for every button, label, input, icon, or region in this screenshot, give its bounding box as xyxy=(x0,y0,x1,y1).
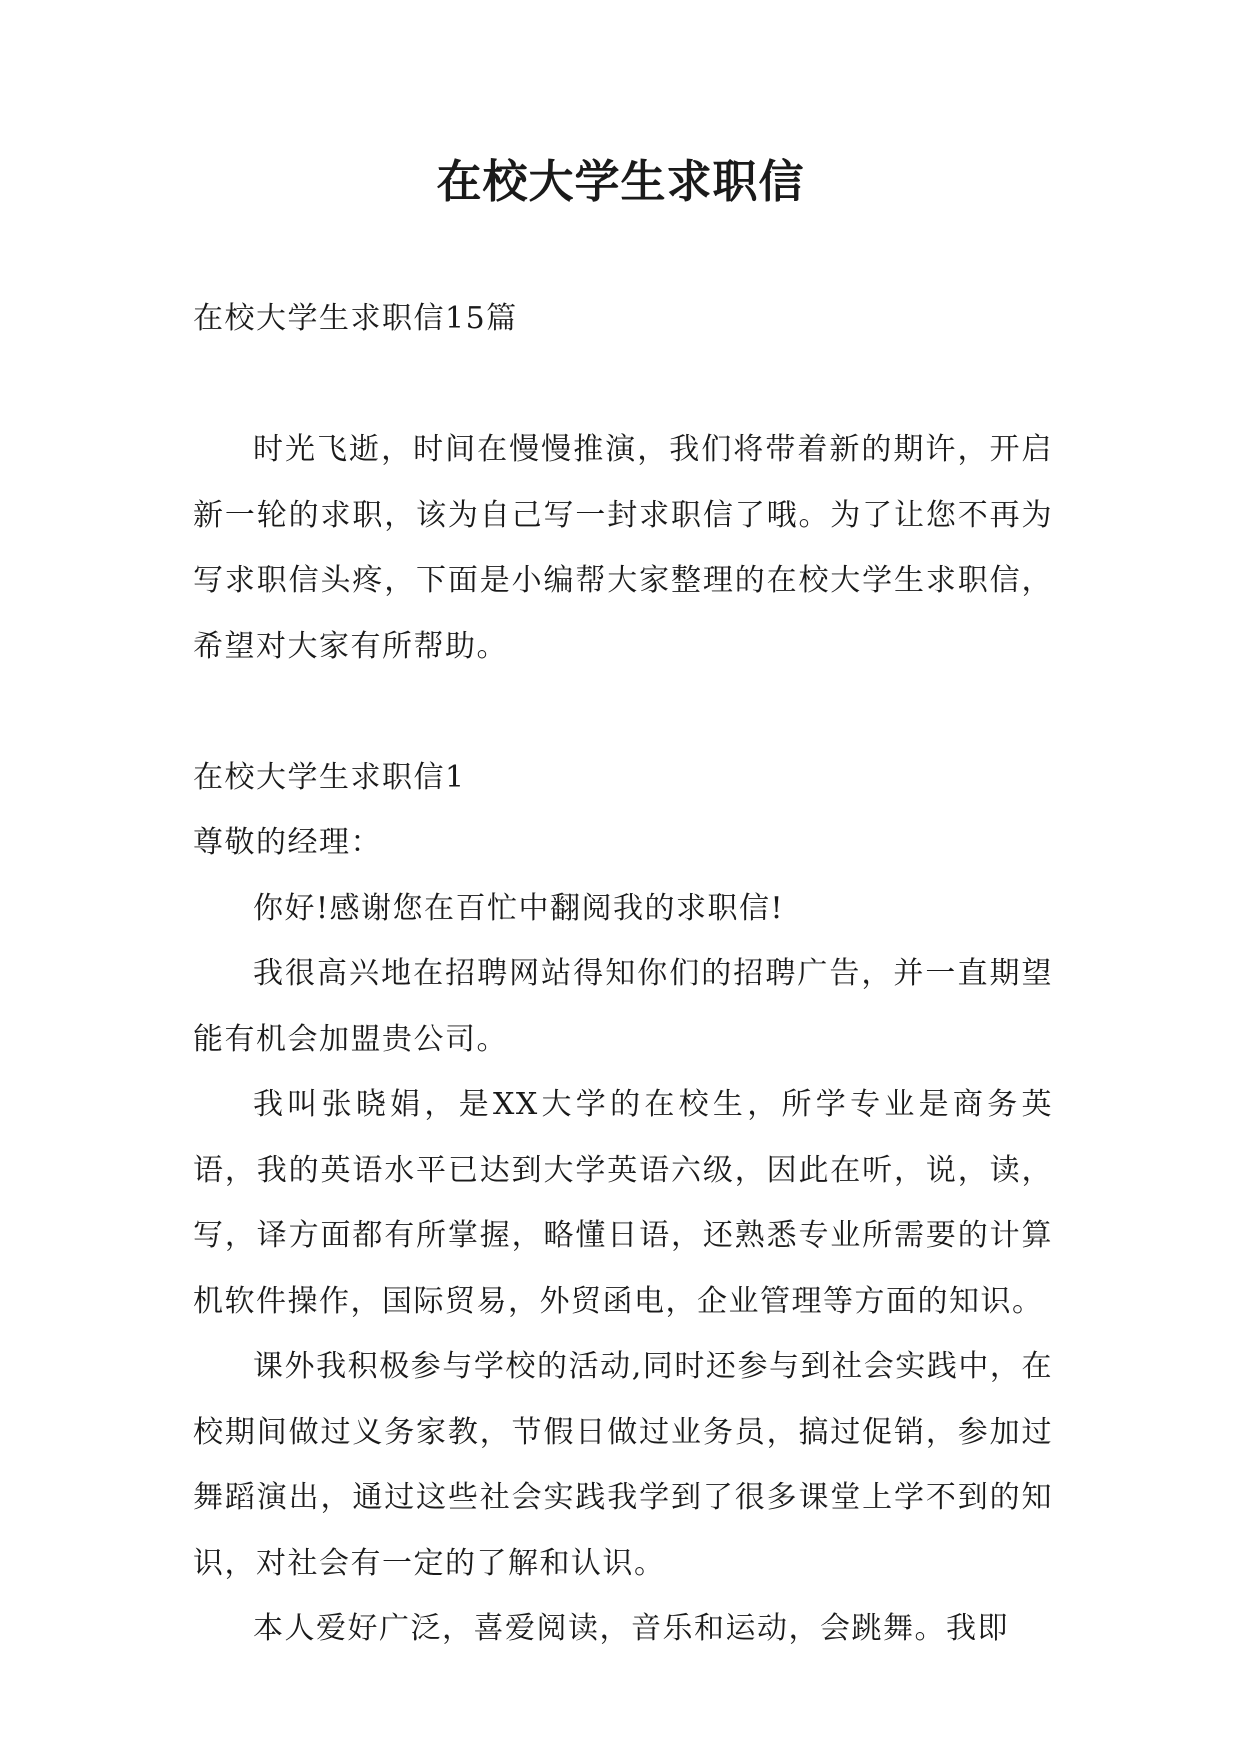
document-subtitle: 在校大学生求职信15篇 xyxy=(193,301,518,336)
section-heading: 在校大学生求职信1 xyxy=(193,759,466,795)
letter-paragraph: 我很高兴地在招聘网站得知你们的招聘广告，并一直期望能有机会加盟贵公司。 xyxy=(193,956,1053,1057)
letter-paragraph: 我叫张晓娟，是XX大学的在校生，所学专业是商务英语，我的英语水平已达到大学英语六级，因此在听，说，读，写，译方面都有所掌握，略懂日语，还熟悉专业所需要的计算机软件操作，国际贸易，外贸函电，企业管理等方面的知识。 xyxy=(193,1087,1053,1319)
document-title: 在校大学生求职信 xyxy=(436,155,805,208)
letter-paragraph: 本人爱好广泛，喜爱阅读，音乐和运动，会跳舞。我即 xyxy=(253,1611,1009,1646)
spacer xyxy=(193,679,1053,745)
salutation: 尊敬的经理： xyxy=(193,825,382,860)
letter-paragraph: 你好!感谢您在百忙中翻阅我的求职信! xyxy=(253,890,785,926)
document-body xyxy=(193,286,1053,1662)
spacer xyxy=(193,352,1053,418)
intro-paragraph: 时光飞逝，时间在慢慢推演，我们将带着新的期许，开启新一轮的求职，该为自己写一封求职信了哦。为了让您不再为写求职信头疼，下面是小编帮大家整理的在校大学生求职信，希望对大家有所帮助。 xyxy=(193,432,1053,664)
letter-paragraph: 课外我积极参与学校的活动,同时还参与到社会实践中，在校期间做过义务家教，节假日做过业务员，搞过促销，参加过舞蹈演出，通过这些社会实践我学到了很多课堂上学不到的知识，对社会有一定的了解和认识。 xyxy=(193,1349,1053,1581)
